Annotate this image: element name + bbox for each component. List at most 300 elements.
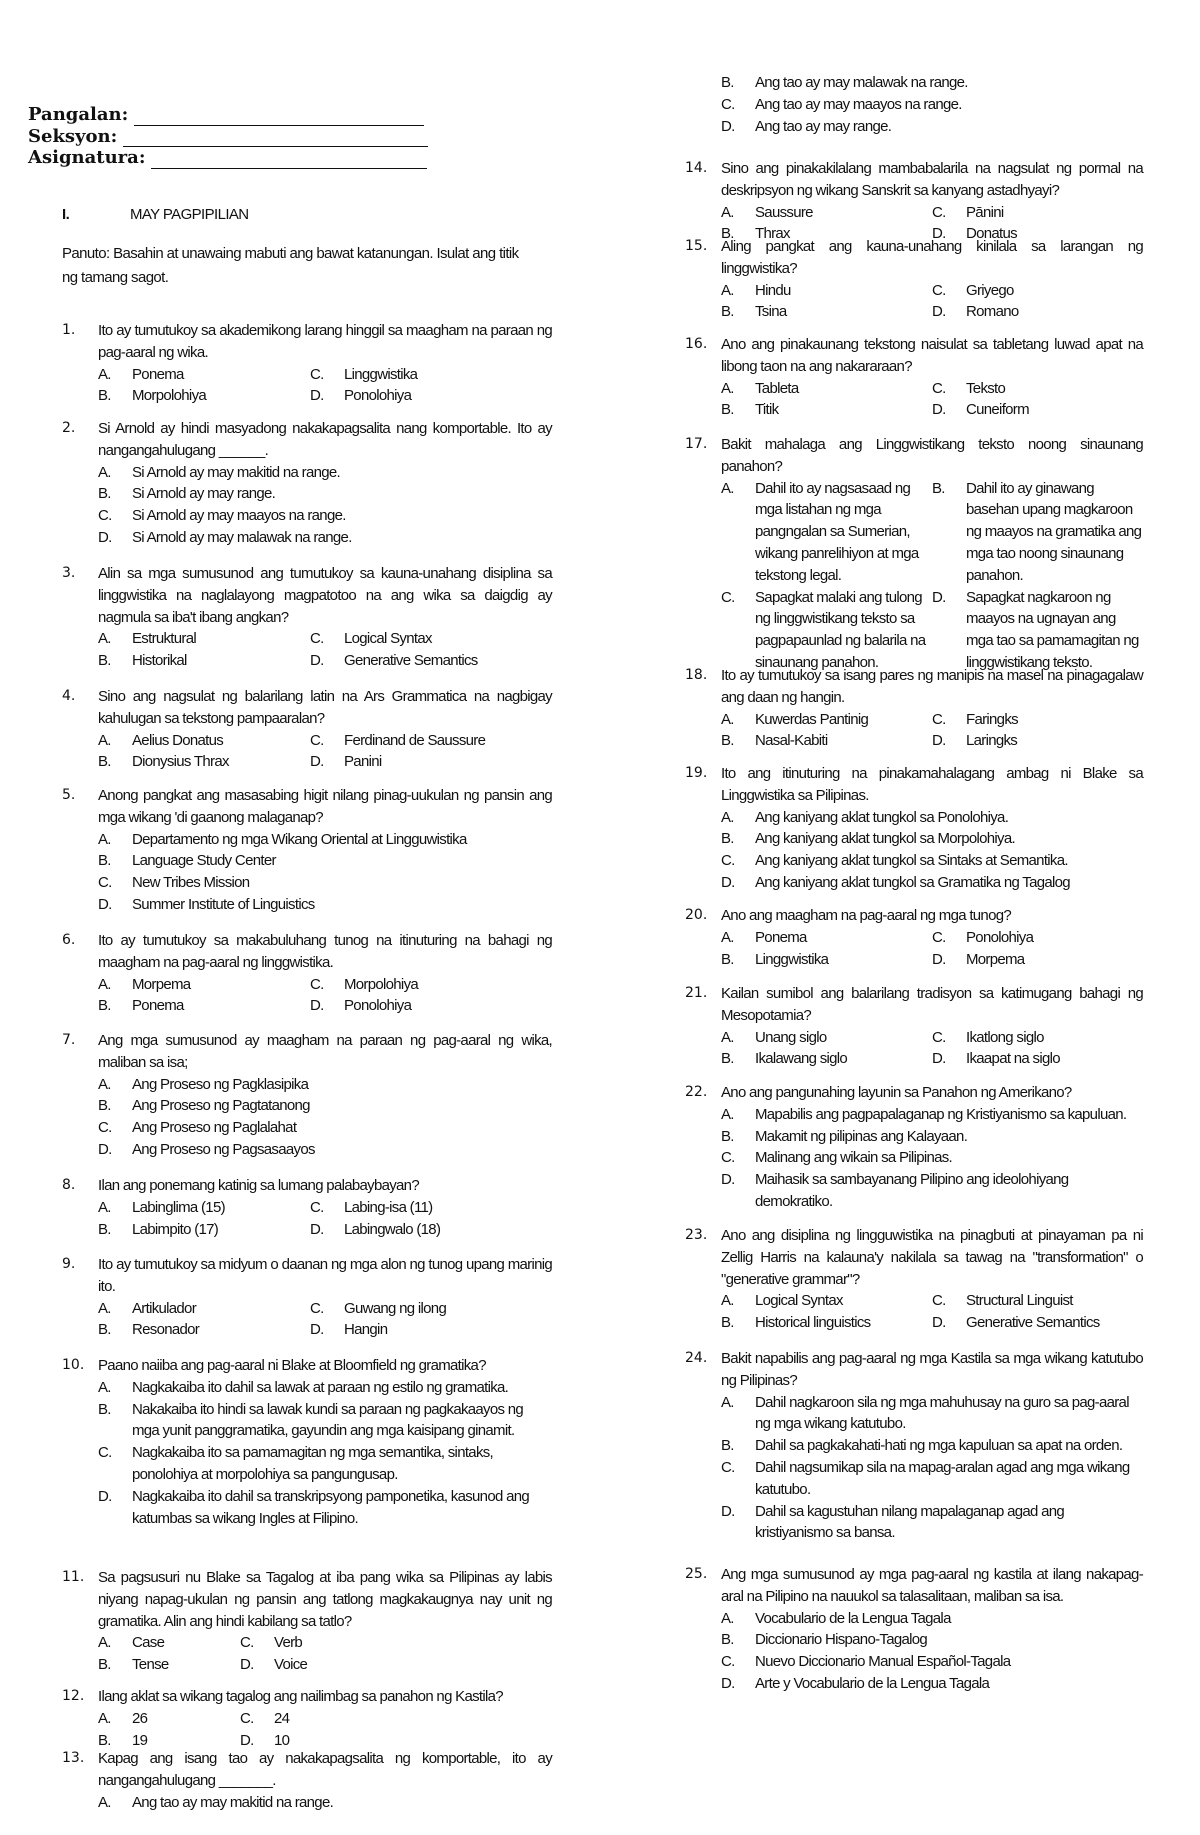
option-letter: C. [310, 365, 324, 383]
section-heading [62, 206, 249, 223]
answer-option [721, 850, 1143, 872]
option-text: Dahil nagkaroon sila ng mga mahuhusay na guro sa pag-aaral ng mga wikang katutubo. [755, 1393, 1129, 1433]
option-letter: C. [240, 1709, 254, 1727]
option-row [721, 1027, 1143, 1049]
option-letter: B. [721, 950, 734, 968]
option-text: Hindu [755, 281, 791, 299]
option-text: Panini [344, 753, 382, 771]
question-number: 22. [685, 1084, 708, 1100]
option-text: Maihasik sa sambayanang Pilipino ang ideolohiyang demokratiko. [755, 1171, 1069, 1210]
answer-option [98, 751, 310, 773]
question-text: Aling pangkat ang kauna-unahang kinilala sa larangan ng linggwistika? [721, 238, 1143, 277]
section-blank[interactable] [123, 130, 428, 147]
answer-option [721, 1435, 1143, 1457]
option-letter: C. [310, 1198, 324, 1216]
option-text: Ponema [132, 997, 184, 1015]
question-number: 9. [62, 1256, 76, 1272]
option-text: Faringks [966, 710, 1018, 728]
option-text: Dionysius Thrax [132, 753, 229, 771]
question-stem [62, 563, 552, 628]
option-text: Case [132, 1634, 165, 1652]
option-letter: B. [721, 303, 734, 321]
question-text: Ito ang itinuturing na pinakamahalagang ambag ni Blake sa Linggwistika sa Pilipinas. [721, 765, 1143, 804]
answer-option [98, 850, 552, 872]
answer-option [98, 385, 310, 407]
question-12 [62, 1686, 552, 1751]
option-row [721, 1048, 1143, 1070]
option-text: Ponolohiya [344, 387, 412, 405]
question-19 [685, 763, 1143, 894]
student-header [28, 104, 428, 169]
option-text: Guwang ng ilong [344, 1299, 447, 1317]
question-4 [62, 686, 552, 773]
option-letter: D. [932, 1314, 946, 1332]
option-letter: A. [98, 365, 111, 383]
question-stem [685, 763, 1143, 807]
question-text: Ano ang maagham na pag-aaral ng mga tunog? [721, 907, 1011, 924]
answer-option [721, 280, 932, 302]
answer-option [721, 587, 932, 674]
question-3 [62, 563, 552, 672]
question-5 [62, 785, 552, 916]
option-letter: A. [721, 710, 734, 728]
option-letter: D. [240, 1656, 254, 1674]
option-text: 26 [132, 1709, 148, 1727]
answer-option [721, 1629, 1143, 1651]
answer-option [98, 995, 310, 1017]
question-number: 20. [685, 907, 708, 923]
answer-option [932, 709, 1143, 731]
question-2 [62, 418, 552, 549]
answer-option [240, 1654, 382, 1676]
option-letter: C. [721, 1149, 735, 1167]
question-number: 19. [685, 765, 708, 781]
option-letter: C. [932, 203, 946, 221]
option-letter: B. [98, 485, 111, 503]
option-text: Griyego [966, 281, 1014, 299]
signature-blank[interactable] [151, 152, 427, 169]
question-text: Sino ang pinakakilalang mambabalarila na nagsulat ng pormal na deskripsyon ng wikang Sanskrit sa kanyang astadhyayi? [721, 160, 1143, 199]
option-text: Ikaapat na siglo [966, 1050, 1060, 1068]
question-text: Ito ay tumutukoy sa midyum o daanan ng mga alon ng tunog upang marinig ito. [98, 1256, 552, 1295]
answer-option [98, 483, 552, 505]
answer-option [932, 399, 1143, 421]
answer-option [98, 527, 552, 549]
answer-option [310, 751, 522, 773]
answer-option [310, 1219, 522, 1241]
option-letter: A. [98, 731, 111, 749]
question-number: 23. [685, 1227, 708, 1243]
answer-option [721, 202, 932, 224]
question-number: 16. [685, 336, 708, 352]
option-text: Nagkakaiba ito sa pamamagitan ng mga semantika, sintaks, ponolohiya at morpolohiya sa pangungusap. [132, 1444, 494, 1483]
option-text: Linggwistika [344, 365, 418, 383]
question-number: 11. [62, 1569, 85, 1585]
question-stem [62, 1567, 552, 1632]
answer-option [98, 974, 310, 996]
option-letter: A. [98, 830, 111, 848]
option-letter: C. [932, 1292, 946, 1310]
option-letter: B. [98, 753, 111, 771]
option-text: Tsina [755, 303, 787, 321]
option-row [98, 385, 552, 407]
option-letter: C. [98, 1444, 112, 1462]
answer-option [721, 949, 932, 971]
option-text: Saussure [755, 203, 813, 221]
question-stem [685, 1082, 1143, 1104]
question-number: 2. [62, 420, 76, 436]
option-letter: D. [721, 1502, 735, 1520]
option-text: Dahil nagsumikap sila na mapag-aralan agad ang mga wikang katutubo. [755, 1458, 1130, 1498]
answer-options [721, 1027, 1143, 1071]
option-text: Voice [274, 1656, 308, 1674]
answer-option [721, 1608, 1143, 1630]
question-text: Sino ang nagsulat ng balarilang latin na Ars Grammatica na nagbigay kahulugan sa tekstong pampaaralan? [98, 688, 552, 727]
option-text: Ponolohiya [966, 928, 1034, 946]
option-text: Sapagkat nagkaroon ng maayos na ugnayan ang mga tao sa pamamagitan ng linggwistikang teksto. [966, 588, 1139, 671]
option-letter: B. [721, 1050, 734, 1068]
option-text: Labingwalo (18) [344, 1220, 441, 1238]
option-text: Summer Institute of Linguistics [132, 895, 315, 913]
answer-option [721, 828, 1143, 850]
option-text: Hangin [344, 1321, 388, 1339]
option-text: 24 [274, 1709, 290, 1727]
question-1 [62, 320, 552, 407]
question-13-continued [685, 72, 1143, 137]
answer-option [98, 1074, 552, 1096]
answer-option [932, 301, 1143, 323]
signature-row [28, 147, 428, 169]
question-text: Alin sa mga sumusunod ang tumutukoy sa kauna-unahang disiplina sa linggwistika na naglalayong magpatotoo na ang wika sa daigdig ay nagmula sa iba't ibang angkan? [98, 565, 552, 626]
option-row [721, 1290, 1143, 1312]
option-letter: A. [98, 463, 111, 481]
question-text: Ilan ang ponemang katinig sa lumang palabaybayan? [98, 1177, 419, 1194]
question-text: Ilang aklat sa wikang tagalog ang nailimbag sa panahon ng Kastila? [98, 1688, 503, 1705]
question-13 [62, 1748, 552, 1813]
answer-option [98, 364, 310, 386]
answer-option [721, 1290, 932, 1312]
option-text: Pānini [966, 203, 1004, 221]
option-letter: A. [721, 1292, 734, 1310]
answer-options [98, 628, 552, 672]
answer-option [721, 1104, 1143, 1126]
option-row [98, 1219, 552, 1241]
answer-option [721, 1027, 932, 1049]
answer-option [721, 1651, 1143, 1673]
answer-options [98, 364, 552, 408]
answer-option [932, 1290, 1143, 1312]
option-row [98, 628, 552, 650]
answer-options [721, 709, 1143, 753]
option-text: Ang kaniyang aklat tungkol sa Gramatika ng Tagalog [755, 873, 1070, 891]
question-stem [685, 1348, 1143, 1392]
question-stem [62, 785, 552, 829]
option-row [98, 1319, 552, 1341]
option-text: Nakakaiba ito hindi sa lawak kundi sa paraan ng pagkakaayos ng mga yunit panggramatika, gayundin ang mga kaisipang ginamit. [132, 1400, 524, 1440]
option-letter: B. [98, 1400, 111, 1418]
option-text: Si Arnold ay may makitid na range. [132, 463, 340, 481]
question-number: 5. [62, 787, 76, 803]
question-6 [62, 930, 552, 1017]
question-stem [685, 236, 1143, 280]
answer-option [932, 280, 1143, 302]
option-letter: C. [310, 1299, 324, 1317]
option-letter: D. [310, 1220, 324, 1238]
question-stem [62, 320, 552, 364]
answer-option [310, 974, 522, 996]
option-row [721, 399, 1143, 421]
option-text: Mapabilis ang pagpapalaganap ng Kristiyanismo sa kapuluan. [755, 1105, 1127, 1123]
option-text: Ikalawang siglo [755, 1050, 848, 1068]
question-18 [685, 665, 1143, 752]
answer-options [98, 730, 552, 774]
question-text: Ito ay tumutukoy sa makabuluhang tunog na itinuturing na bahagi ng maagham na pag-aaral ng linggwistika. [98, 932, 552, 971]
answer-options [721, 927, 1143, 971]
option-letter: C. [98, 1119, 112, 1137]
option-letter: A. [721, 281, 734, 299]
question-number: 17. [685, 436, 708, 452]
option-letter: D. [310, 652, 324, 670]
option-row [98, 1632, 552, 1654]
question-stem [62, 1686, 552, 1708]
question-text: Bakit mahalaga ang Linggwistikang teksto noong sinaunang panahon? [721, 436, 1143, 475]
question-text: Ito ay tumutukoy sa isang pares ng manipis na masel na pinagagalaw ang daan ng hangin. [721, 667, 1143, 706]
section-title: MAY PAGPIPILIAN [130, 206, 249, 223]
option-letter: D. [98, 1487, 112, 1505]
answer-option [98, 650, 310, 672]
question-stem [685, 434, 1143, 478]
option-letter: C. [310, 731, 324, 749]
option-text: Donatus [966, 225, 1017, 243]
question-text: Bakit napabilis ang pag-aaral ng mga Kastila sa mga wikang katutubo ng Pilipinas? [721, 1350, 1143, 1389]
option-letter: A. [721, 203, 734, 221]
option-letter: C. [310, 975, 324, 993]
question-8 [62, 1175, 552, 1240]
option-letter: C. [310, 630, 324, 648]
answer-options [98, 1298, 552, 1342]
option-text: Artikulador [132, 1299, 196, 1317]
answer-option [240, 1708, 382, 1730]
answer-options [98, 462, 552, 549]
option-letter: D. [721, 117, 735, 135]
option-letter: C. [721, 588, 735, 606]
answer-option [98, 872, 552, 894]
option-text: Departamento ng mga Wikang Oriental at Lingguwistika [132, 830, 467, 848]
option-text: Labinglima (15) [132, 1198, 225, 1216]
option-text: Kuwerdas Pantinig [755, 710, 869, 728]
option-letter: B. [721, 1127, 734, 1145]
option-text: Tense [132, 1656, 169, 1674]
option-letter: B. [721, 401, 734, 419]
signature-label: Asignatura: [28, 147, 146, 168]
option-letter: D. [310, 997, 324, 1015]
option-letter: A. [721, 379, 734, 397]
answer-option [98, 1632, 240, 1654]
question-number: 18. [685, 667, 708, 683]
answer-option [310, 1298, 522, 1320]
option-letter: A. [98, 1378, 111, 1396]
option-text: Morpema [966, 950, 1025, 968]
option-letter: C. [932, 379, 946, 397]
option-letter: A. [721, 928, 734, 946]
answer-option [721, 1457, 1143, 1501]
option-text: Malinang ang wikain sa Pilipinas. [755, 1149, 953, 1167]
option-letter: D. [310, 387, 324, 405]
question-number: 3. [62, 565, 76, 581]
answer-option [721, 927, 932, 949]
option-text: New Tribes Mission [132, 874, 250, 892]
name-blank[interactable] [134, 109, 424, 126]
answer-option [721, 1673, 1143, 1695]
instructions-label: Panuto: [62, 245, 110, 262]
option-text: Vocabulario de la Lengua Tagala [755, 1609, 951, 1627]
question-stem [62, 418, 552, 462]
answer-option [721, 1392, 1143, 1436]
option-letter: B. [932, 479, 945, 497]
option-text: Romano [966, 303, 1019, 321]
answer-option [310, 628, 522, 650]
answer-option [98, 1095, 552, 1117]
option-letter: B. [721, 74, 734, 91]
answer-option [98, 1708, 240, 1730]
question-9 [62, 1254, 552, 1341]
option-text: Ang Proseso ng Pagsasaayos [132, 1140, 315, 1158]
answer-option [721, 478, 932, 587]
option-letter: D. [98, 528, 112, 546]
question-stem [685, 905, 1143, 927]
option-letter: B. [98, 997, 111, 1015]
question-21 [685, 983, 1143, 1070]
option-letter: D. [932, 588, 946, 606]
question-11 [62, 1567, 552, 1676]
question-16 [685, 334, 1143, 421]
option-letter: C. [721, 1458, 735, 1476]
question-text: Ano ang pinakaunang tekstong naisulat sa tabletang luwad apat na libong taon na ang nakararaan? [721, 336, 1143, 375]
option-text: Ponema [132, 365, 184, 383]
option-row [98, 751, 552, 773]
option-letter: B. [721, 830, 734, 848]
option-text: Dahil ito ay ginawang basehan upang magkaroon ng maayos na gramatika ang mga tao noong sinaunang panahon. [966, 479, 1142, 584]
answer-option [721, 730, 932, 752]
answer-option [98, 505, 552, 527]
answer-option [721, 1312, 932, 1334]
option-letter: C. [721, 95, 735, 113]
option-row [98, 650, 552, 672]
question-15 [685, 236, 1143, 323]
option-text: Ang kaniyang aklat tungkol sa Morpolohiya. [755, 830, 1015, 848]
option-text: Morpolohiya [344, 975, 419, 993]
option-letter: A. [98, 1299, 111, 1317]
answer-option [932, 378, 1143, 400]
option-row [721, 730, 1143, 752]
name-row [28, 104, 428, 126]
question-7 [62, 1030, 552, 1161]
option-text: Titik [755, 401, 779, 419]
option-text: Logical Syntax [344, 630, 432, 648]
option-row [98, 1708, 552, 1730]
option-row [98, 974, 552, 996]
option-row [721, 927, 1143, 949]
answer-option [310, 1197, 522, 1219]
option-letter: C. [932, 1028, 946, 1046]
answer-option [98, 1377, 552, 1399]
option-text: Language Study Center [132, 852, 276, 870]
answer-option [932, 730, 1143, 752]
answer-option [98, 628, 310, 650]
section-row [28, 126, 428, 148]
answer-option [721, 1169, 1143, 1213]
answer-option [721, 709, 932, 731]
question-number: 4. [62, 688, 76, 704]
option-letter: B. [98, 1731, 111, 1749]
instructions-text: Basahin at unawaing mabuti ang bawat katanungan. Isulat ang titik ng tamang sagot. [62, 245, 519, 286]
answer-option [98, 1654, 240, 1676]
option-letter: D. [721, 873, 735, 891]
answer-option [721, 872, 1143, 894]
option-text: Historical linguistics [755, 1314, 871, 1332]
question-number: 10. [62, 1357, 85, 1373]
option-letter: A. [721, 1393, 734, 1411]
option-text: Ang Proseso ng Pagklasipika [132, 1075, 309, 1093]
option-letter: C. [932, 928, 946, 946]
question-14 [685, 158, 1143, 245]
option-row [721, 1312, 1143, 1334]
answer-options [98, 1708, 552, 1752]
answer-option [932, 478, 1143, 587]
option-text: Tableta [755, 379, 799, 397]
option-text: Aelius Donatus [132, 731, 224, 749]
answer-option [721, 807, 1143, 829]
option-text: Si Arnold ay may malawak na range. [132, 528, 352, 546]
answer-option [98, 894, 552, 916]
answer-options [721, 807, 1143, 894]
question-number: 12. [62, 1688, 85, 1704]
answer-option [310, 364, 522, 386]
option-text: Makamit ng pilipinas ang Kalayaan. [755, 1127, 968, 1145]
option-letter: D. [932, 401, 946, 419]
question-text: Ano ang pangunahing layunin sa Panahon ng Amerikano? [721, 1084, 1072, 1101]
answer-options [721, 378, 1143, 422]
answer-option [98, 1219, 310, 1241]
option-text: Resonador [132, 1321, 200, 1339]
option-letter: B. [721, 1631, 734, 1649]
option-letter: C. [721, 852, 735, 870]
question-text: Si Arnold ay hindi masyadong nakakapagsalita nang komportable. Ito ay nangangahulugang ______. [98, 420, 552, 459]
question-stem [685, 158, 1143, 202]
question-number: 21. [685, 985, 708, 1001]
answer-option [721, 72, 1143, 94]
option-text: Generative Semantics [344, 652, 478, 670]
option-text: Structural Linguist [966, 1292, 1073, 1310]
option-letter: A. [721, 1105, 734, 1123]
option-row [98, 364, 552, 386]
answer-options [721, 1608, 1143, 1695]
question-number: 24. [685, 1350, 708, 1366]
answer-options [98, 1377, 552, 1530]
option-letter: D. [932, 950, 946, 968]
option-letter: D. [932, 225, 946, 243]
option-text: Cuneiform [966, 401, 1029, 419]
answer-option [721, 399, 932, 421]
option-letter: B. [721, 732, 734, 750]
option-letter: A. [98, 1198, 111, 1216]
answer-option [98, 1792, 552, 1814]
option-letter: D. [98, 1140, 112, 1158]
question-stem [685, 1225, 1143, 1290]
option-row [98, 1197, 552, 1219]
question-stem [62, 1175, 552, 1197]
answer-option [98, 1319, 310, 1341]
